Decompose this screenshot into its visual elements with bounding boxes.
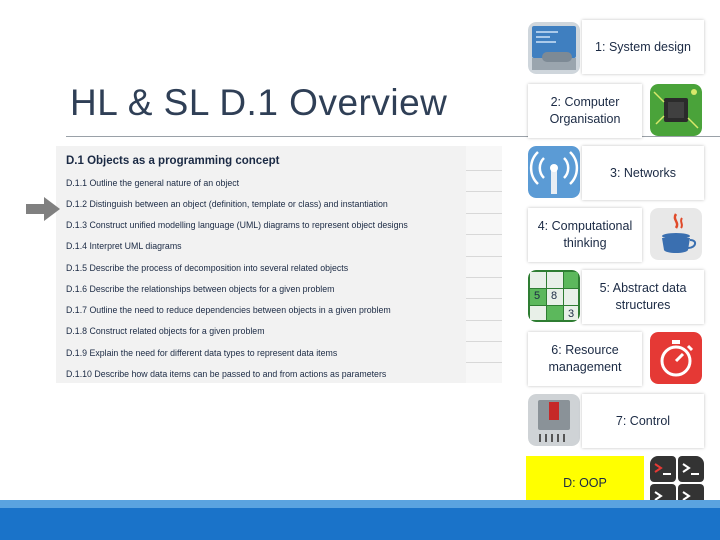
objective-item: D.1.2 Distinguish between an object (definition, template or class) and instantiation [66,199,388,209]
arrow-right-icon [26,197,60,221]
grid-number: 8 [551,290,558,302]
objective-item: D.1.4 Interpret UML diagrams [66,241,182,251]
topic-box-control[interactable]: 7: Control [582,394,704,448]
column-divider [466,191,502,192]
column-divider [466,277,502,278]
column-divider [466,170,502,171]
topic-box-resource-management[interactable]: 6: Resource management [528,332,642,386]
footer-accent-line [0,500,720,508]
column-divider [466,362,502,363]
topic-box-networks[interactable]: 3: Networks [582,146,704,200]
circuit-board-icon [650,84,702,136]
panel-heading: D.1 Objects as a programming concept [66,155,280,167]
column-divider [466,320,502,321]
objective-item: D.1.10 Describe how data items can be passed to and from actions as parameters [66,369,387,379]
footer-bar [0,508,720,540]
chip-icon [528,394,580,446]
column-divider [466,234,502,235]
objective-item: D.1.3 Construct unified modelling language (UML) diagrams to represent object designs [66,220,408,230]
stopwatch-icon [650,332,702,384]
topic-box-abstract-data-structures[interactable]: 5: Abstract data structures [582,270,704,324]
column-divider [466,341,502,342]
column-divider [466,213,502,214]
topic-box-computer-organisation[interactable]: 2: Computer Organisation [528,84,642,138]
panel-side-column [466,146,502,383]
slide-title: HL & SL D.1 Overview [70,82,448,123]
grid-number: 3 [568,308,575,320]
objective-item: D.1.8 Construct related objects for a given problem [66,326,265,336]
system-design-icon [528,22,580,74]
objective-item: D.1.5 Describe the process of decomposition into several related objects [66,263,349,273]
objective-item: D.1.1 Outline the general nature of an object [66,178,240,188]
grid-numbers-icon [528,270,580,322]
column-divider [466,256,502,257]
java-coffee-icon [650,208,702,260]
column-divider [466,298,502,299]
objective-item: D.1.9 Explain the need for different data types to represent data items [66,348,338,358]
grid-number: 5 [534,290,541,302]
topic-box-computational-thinking[interactable]: 4: Computational thinking [528,208,642,262]
objective-item: D.1.6 Describe the relationships between objects for a given problem [66,284,335,294]
wireless-antenna-icon [528,146,580,198]
topic-box-oop[interactable]: D: OOP [526,456,644,510]
objective-item: D.1.7 Outline the need to reduce dependencies between objects in a given problem [66,305,391,315]
topic-box-system-design[interactable]: 1: System design [582,20,704,74]
